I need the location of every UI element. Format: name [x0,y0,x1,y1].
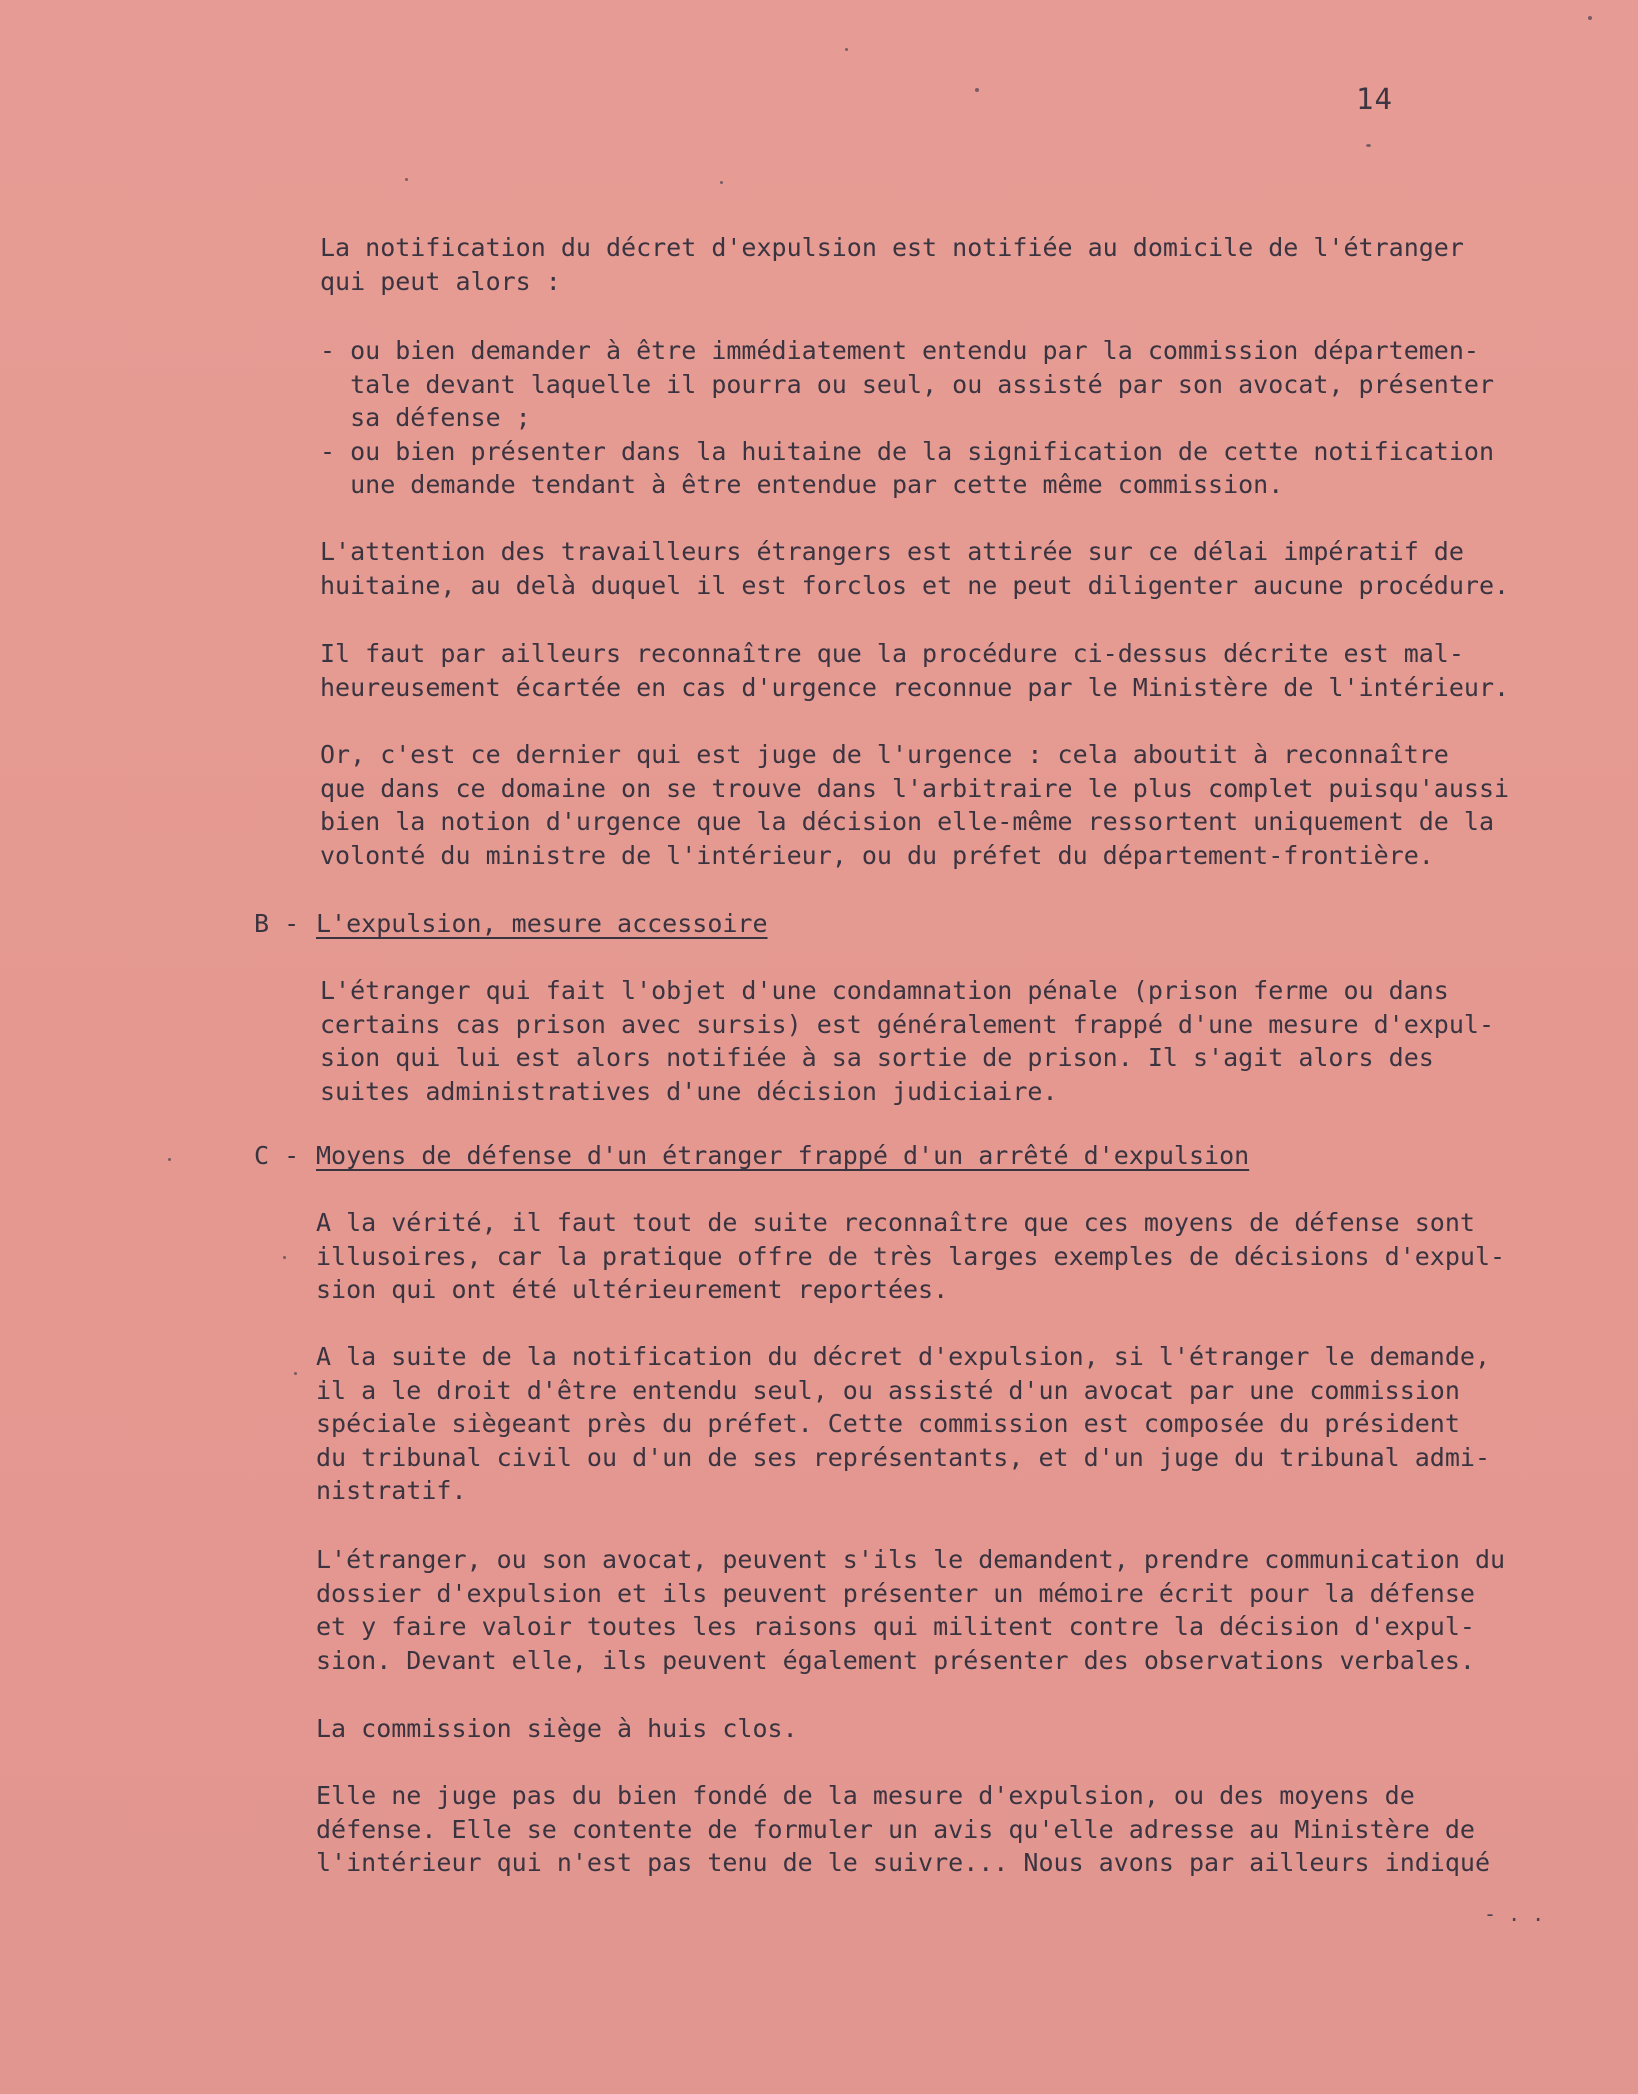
page-number: 14 [1356,82,1393,116]
speck-mark [720,181,723,184]
section-b-letter: B - [254,909,300,938]
speck-mark [975,88,979,92]
paragraph-notification: La notification du décret d'expulsion est notifiée au domicile de l'étranger qui peut alors : [320,233,1464,296]
section-c-title: Moyens de défense d'un étranger frappé d'un arrêté d'expulsion [316,1141,1250,1170]
speck-mark [1588,16,1592,20]
paragraph-penal-condemnation: L'étranger qui fait l'objet d'une condamnation pénale (prison ferme ou dans certains cas prison avec sursis) est généralement frappé d'une mesure d'expul- sion qui lui est alors notifiée à sa sortie de prison. Il s'agit alors des suites administratives d'une décision judiciaire. [320,976,1494,1106]
speck-mark [845,48,848,51]
section-b-heading [254,907,768,940]
paragraph-arbitrary: Or, c'est ce dernier qui est juge de l'urgence : cela aboutit à reconnaître que dans ce domaine on se trouve dans l'arbitraire le plus complet puisqu'aussi bien la notion d'urgence que la décision elle-même ressortent uniquement de la volonté du ministre de l'intérieur, ou du préfet du département-frontière. [320,740,1510,870]
paragraph-urgency-procedure: Il faut par ailleurs reconnaître que la procédure ci-dessus décrite est mal- heureusement écartée en cas d'urgence reconnue par le Ministère de l'intérieur. [320,639,1510,702]
paragraph-commission-composition: A la suite de la notification du décret d'expulsion, si l'étranger le demande, il a le droit d'être entendu seul, ou assisté d'un avocat par une commission spéciale siègeant près du préfet. Cette commission est composée du président du tribunal civil ou d'un de ses représentants, et d'un juge du tribunal admi- nistratif. [316,1342,1490,1505]
paragraph-attention-deadline: L'attention des travailleurs étrangers est attirée sur ce délai impératif de huitaine, au delà duquel il est forclos et ne peut diligenter aucune procédure. [320,537,1510,600]
paragraph-opinion-only: Elle ne juge pas du bien fondé de la mesure d'expulsion, ou des moyens de défense. Elle se contente de formuler un avis qu'elle adresse au Ministère de l'intérieur qui n'est pas tenu de le suivre... Nous avons par ailleurs indiqué [316,1781,1490,1877]
section-b-title: L'expulsion, mesure accessoire [316,909,768,938]
section-c-heading [254,1139,1249,1172]
paragraph-huis-clos: La commission siège à huis clos. [316,1714,798,1743]
paragraph-illusory-defense: A la vérité, il faut tout de suite reconnaître que ces moyens de défense sont illusoires, car la pratique offre de très larges exemples de décisions d'expul- sion qui ont été ultérieurement reportées. [316,1208,1506,1304]
paragraph-options-list: - ou bien demander à être immédiatement entendu par la commission départemen- tale devant laquelle il pourra ou seul, ou assisté par son avocat, présenter sa défense ; - ou bien présenter dans la huitaine de la signification de cette notification une demande tendant à être entendue par cette même commission. [320,336,1494,499]
continuation-mark: - . . [1484,1902,1545,1926]
speck-mark [1366,144,1371,147]
section-c-letter: C - [254,1141,300,1170]
speck-mark [283,1256,286,1259]
speck-mark [294,1372,297,1375]
paragraph-dossier-access: L'étranger, ou son avocat, peuvent s'ils le demandent, prendre communication du dossier d'expulsion et ils peuvent présenter un mémoire écrit pour la défense et y faire valoir toutes les raisons qui militent contre la décision d'expul- sion. Devant elle, ils peuvent également présenter des observations verbales. [316,1545,1506,1675]
speck-mark [405,178,408,181]
speck-mark [168,1158,171,1161]
